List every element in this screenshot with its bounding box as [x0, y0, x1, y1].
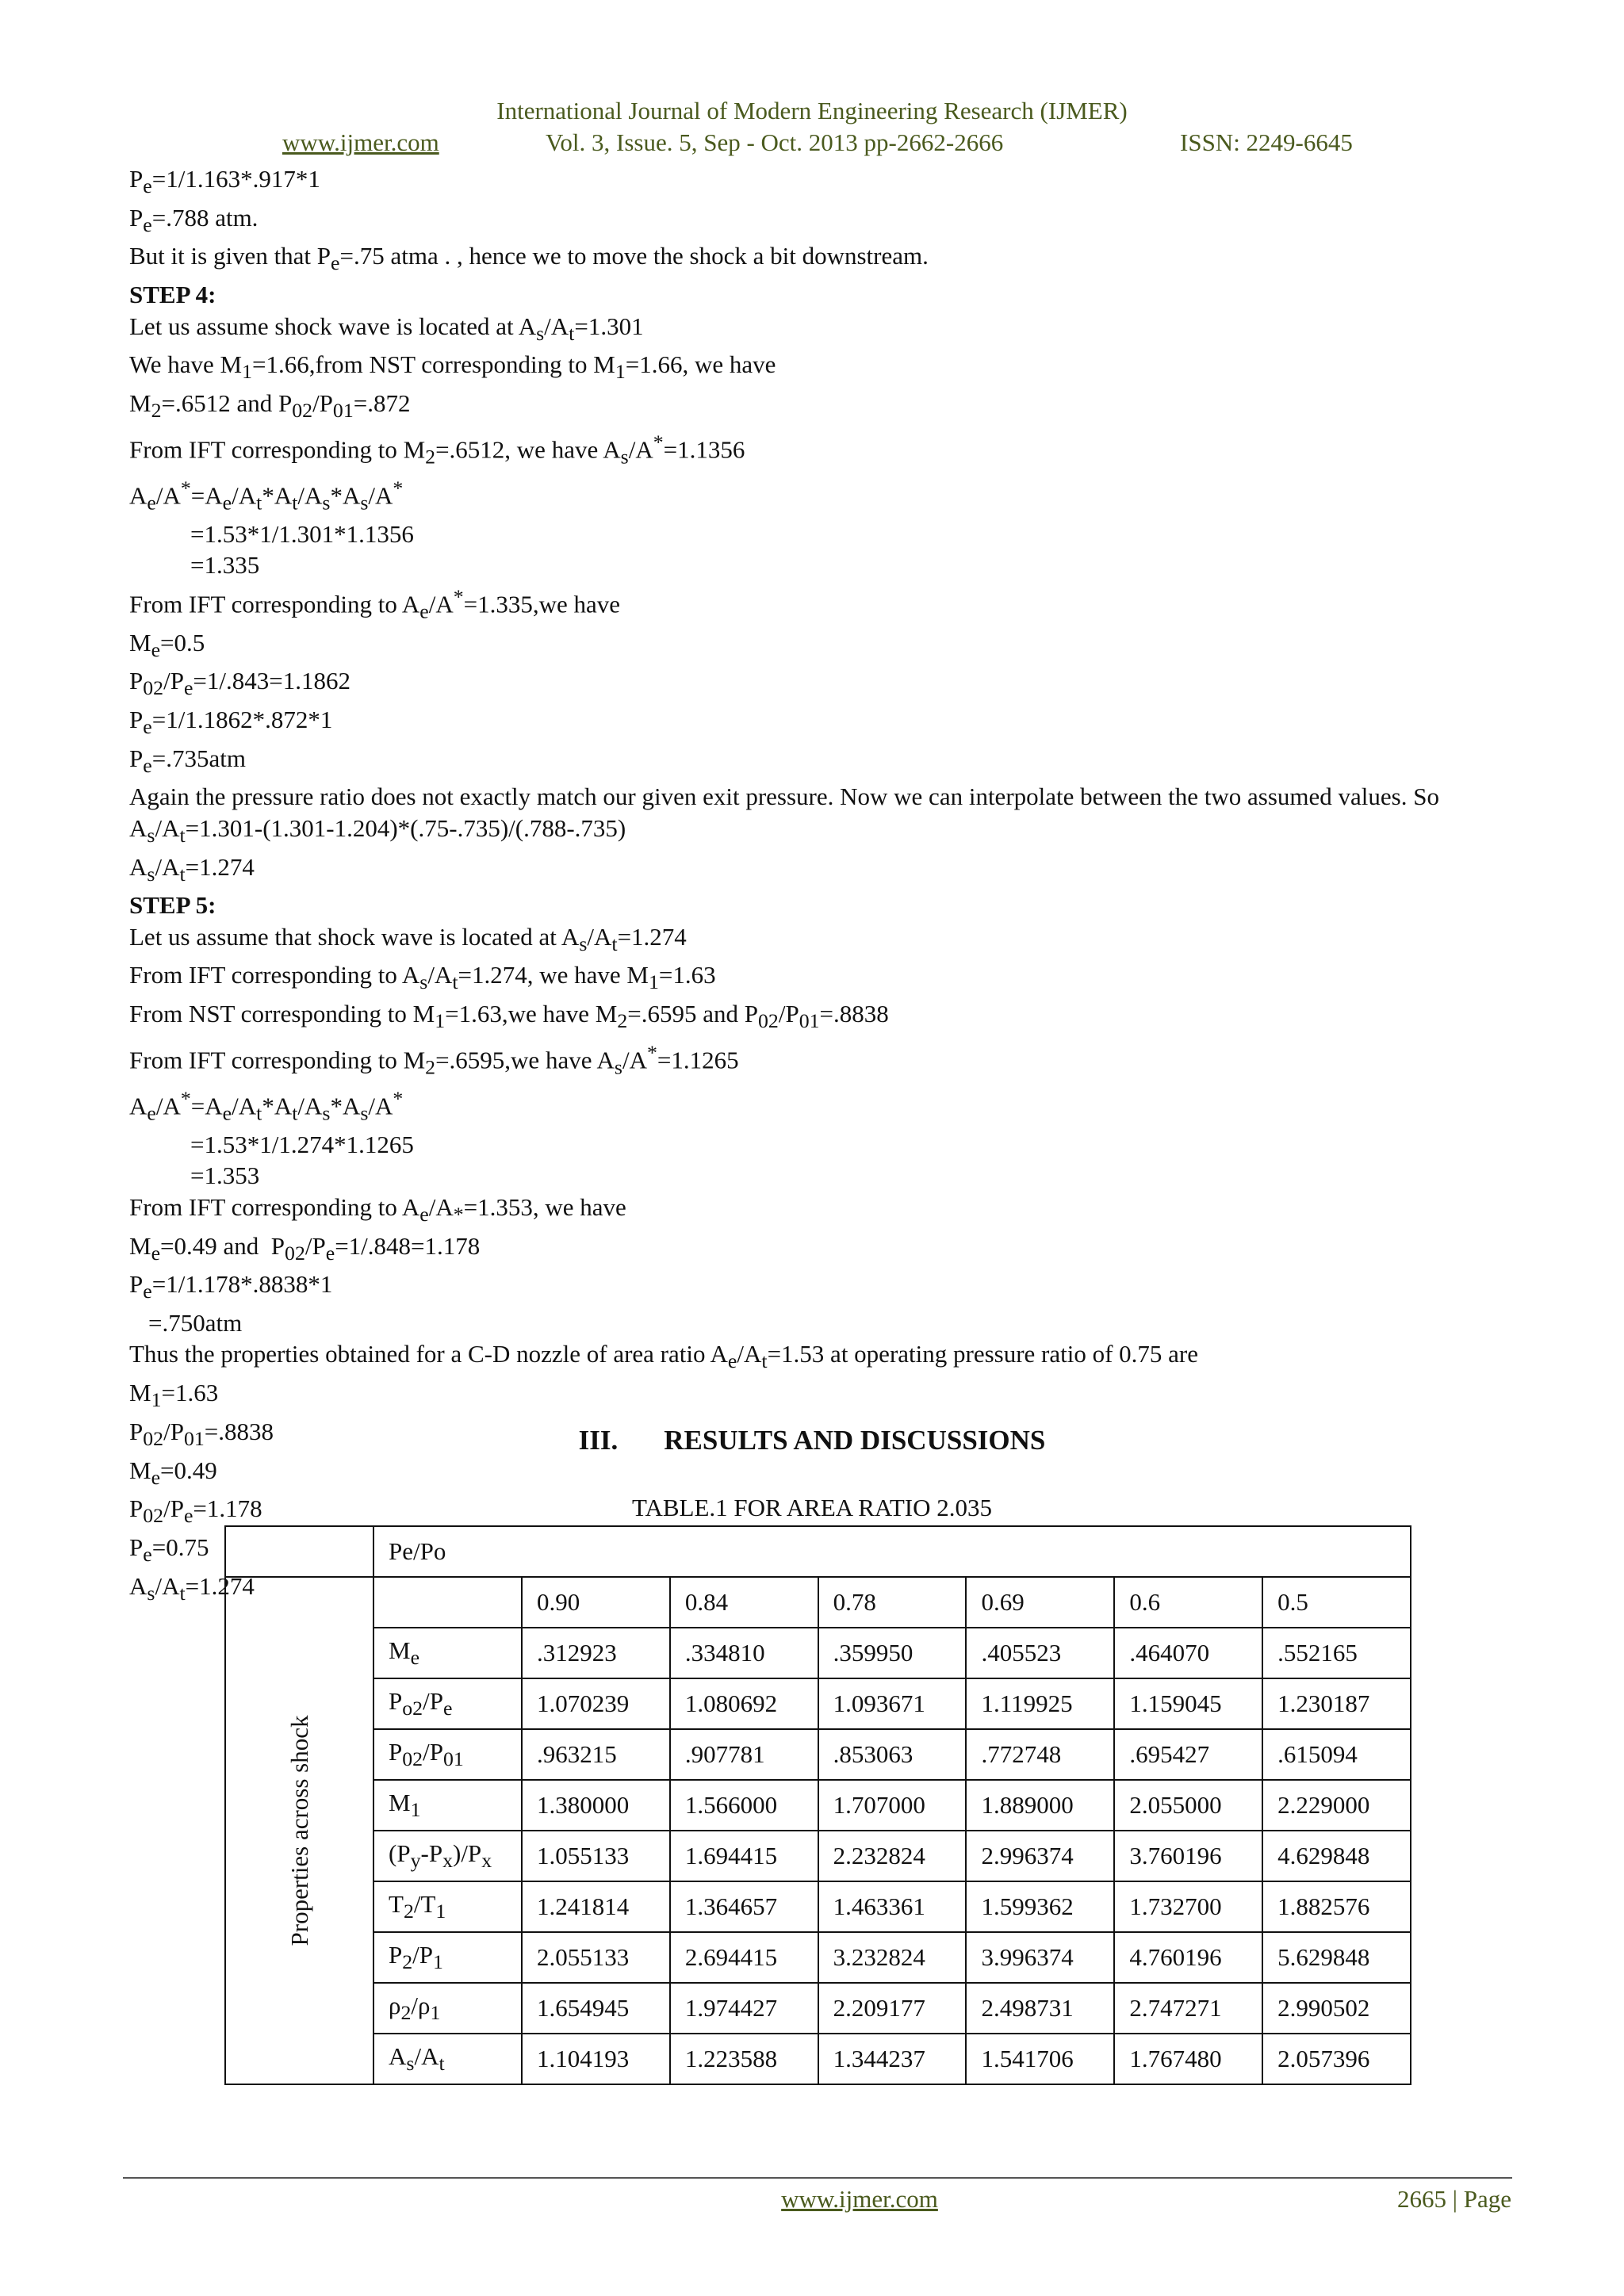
property-label: $P_{o2}/P_e$	[373, 1678, 522, 1729]
table-cell: 1.566000	[670, 1780, 818, 1831]
text-line: =1.335	[190, 551, 260, 580]
text-line: $A_e/A^*=A_e/A_t*A_t/A_s*A_s/A^*$	[129, 1086, 404, 1125]
table-cell: 4.760196	[1114, 1932, 1262, 1983]
results-table	[224, 1525, 1411, 2085]
empty-corner-cell	[225, 1526, 373, 1577]
text-line: =1.353	[190, 1161, 260, 1190]
table-cell: .359950	[818, 1628, 967, 1678]
table-cell: 1.974427	[670, 1983, 818, 2034]
text-line: Let us assume that shock wave is located at $A_s/A_t=1.274$	[129, 922, 687, 955]
text-line: From IFT corresponding to $M_2=.6512$, we have $A_s/A^*=1.1356$	[129, 430, 745, 469]
section-heading	[0, 1425, 1624, 1456]
table-cell: 2.996374	[966, 1831, 1114, 1881]
step-heading: STEP 5:	[129, 891, 216, 920]
table-cell: 1.230187	[1262, 1678, 1411, 1729]
text-line: $P_e=.788$ atm.	[129, 203, 259, 236]
table-cell: .963215	[522, 1729, 670, 1780]
section-number: III.	[578, 1425, 619, 1456]
page-number: 2665 | Page	[1397, 2185, 1511, 2213]
table-cell: 2.055000	[1114, 1780, 1262, 1831]
text-line: =1.53*1/1.301*1.1356	[190, 519, 414, 548]
table-cell: 2.694415	[670, 1932, 818, 1983]
text-line: $A_s/A_t=1.301-(1.301-1.204)*(.75-.735)/(.788-.735)$	[129, 813, 626, 848]
text-line: From IFT corresponding to $M_2=.6595,we$ have $A_s/A^*=1.1265$	[129, 1040, 739, 1079]
table-cell: 3.760196	[1114, 1831, 1262, 1881]
table-cell: 1.694415	[670, 1831, 818, 1881]
pe-po-label: Pe/Po	[373, 1526, 1411, 1577]
table-cell: .907781	[670, 1729, 818, 1780]
table-cell: .334810	[670, 1628, 818, 1678]
table-cell: 2.990502	[1262, 1983, 1411, 2034]
text-line: $M_e=0.5$	[129, 628, 205, 661]
table-cell: 2.055133	[522, 1932, 670, 1983]
table-cell: .464070	[1114, 1628, 1262, 1678]
section-title: RESULTS AND DISCUSSIONS	[664, 1425, 1046, 1456]
table-header-row	[225, 1526, 1411, 1577]
table-cell: 1.070239	[522, 1678, 670, 1729]
table-row	[225, 1780, 1411, 1831]
text-line: $P_e=0.75$	[129, 1533, 209, 1567]
text-line: $P_e=.735atm$	[129, 744, 246, 777]
table-cell: 1.241814	[522, 1881, 670, 1932]
table-cell: 1.654945	[522, 1983, 670, 2034]
text-line: $M_1=1.63$	[129, 1379, 219, 1412]
pressure-ratio-header: 0.84	[670, 1577, 818, 1628]
table-cell: .853063	[818, 1729, 967, 1780]
issn: ISSN: 2249-6645	[1180, 128, 1353, 156]
text-line: Let us assume shock wave is located at $A_s/A_t=1.301$	[129, 312, 644, 345]
side-label: Properties across shock	[285, 1715, 313, 1946]
pressure-ratio-header: 0.5	[1262, 1577, 1411, 1628]
table-row	[225, 1831, 1411, 1881]
table-cell: 3.232824	[818, 1932, 967, 1983]
property-label: $P_{02}/P_{01}$	[373, 1729, 522, 1780]
text-line: $A_e/A^*=A_e/A_t*A_t/A_s*A_s/A^*$	[129, 476, 404, 515]
table-cell: 1.767480	[1114, 2034, 1262, 2084]
footer-rule	[123, 2177, 1512, 2179]
table-cell: 1.364657	[670, 1881, 818, 1932]
volume-info: Vol. 3, Issue. 5, Sep - Oct. 2013 pp-2662-2666	[546, 128, 1004, 156]
table-cell: 1.882576	[1262, 1881, 1411, 1932]
text-line: $P_e=1/1.1862*.872*1$	[129, 706, 333, 739]
table-cell: 1.889000	[966, 1780, 1114, 1831]
text-line: =1.53*1/1.274*1.1265	[190, 1130, 414, 1158]
table-row	[225, 1983, 1411, 2034]
table-cell: .695427	[1114, 1729, 1262, 1780]
text-line: We have $M_1=1.66,from$ NST corresponding to $M_1=1.66$, we have	[129, 350, 776, 384]
pressure-ratio-header: 0.6	[1114, 1577, 1262, 1628]
text-line: $P_e=1/1.178*.8838*1$	[129, 1270, 333, 1303]
step-heading: STEP 4:	[129, 281, 216, 309]
table-caption: TABLE.1 FOR AREA RATIO 2.035	[632, 1494, 992, 1521]
table-cell: 2.209177	[818, 1983, 967, 2034]
text-line: $P_{02}/P_e=1.178$	[129, 1494, 262, 1528]
table-cell: 1.541706	[966, 2034, 1114, 2084]
table-row	[225, 1881, 1411, 1932]
text-line: From IFT corresponding to $A_e/A_*=1.353$, we have	[129, 1192, 626, 1226]
table-row	[225, 1932, 1411, 1983]
table-cell: 1.599362	[966, 1881, 1114, 1932]
table-row	[225, 1729, 1411, 1780]
table-row	[225, 1678, 1411, 1729]
table-cell: 1.380000	[522, 1780, 670, 1831]
property-label: $T_2/T_1$	[373, 1881, 522, 1932]
header-website-link[interactable]: www.ijmer.com	[282, 128, 439, 156]
table-cell: 1.344237	[818, 2034, 967, 2084]
property-label: $M_1$	[373, 1780, 522, 1831]
text-line: $P_e=1/1.163*.917*1$	[129, 165, 320, 198]
body-text	[129, 163, 1507, 1609]
property-label: $(P_y-P_x)/P_x$	[373, 1831, 522, 1881]
text-line: Again the pressure ratio does not exactly match our given exit pressure. Now we can interpolate between the two assumed values. So	[129, 783, 1439, 811]
table-cell: 5.629848	[1262, 1932, 1411, 1983]
table-row	[225, 2034, 1411, 2084]
text-line: $P_{02}/P_e=1/.843=1.1862$	[129, 667, 350, 700]
table-cell: 1.055133	[522, 1831, 670, 1881]
text-line: $A_s/A_t=1.274$	[129, 1571, 255, 1605]
text-line: $A_s/A_t=1.274$	[129, 852, 255, 886]
text-line: $M_2=.6512$ and $P_{02}/P_{01}=.872$	[129, 388, 411, 423]
side-label-cell	[225, 1577, 373, 2084]
text-line: $M_e=0.49$	[129, 1456, 217, 1489]
property-label: $A_s/A_t$	[373, 2034, 522, 2084]
table-cell: 3.996374	[966, 1932, 1114, 1983]
table-cell: .772748	[966, 1729, 1114, 1780]
table-cell: 2.747271	[1114, 1983, 1262, 2034]
table-cell: 4.629848	[1262, 1831, 1411, 1881]
table-cell: .405523	[966, 1628, 1114, 1678]
table-cell: 1.080692	[670, 1678, 818, 1729]
property-label: $P_2/P_1$	[373, 1932, 522, 1983]
text-line: From IFT corresponding to $A_s/A_t=1.274$, we have $M_1=1.63$	[129, 961, 716, 994]
journal-info-line	[0, 128, 1624, 160]
text-line: =.750atm	[148, 1308, 243, 1337]
table-cell: 1.223588	[670, 2034, 818, 2084]
text-line: From NST corresponding to $M_1=1.63,we$ have $M_2=.6595$ and $P_{02}/P_{01}=.8838$	[129, 1000, 889, 1033]
journal-title: International Journal of Modern Engineering Research (IJMER)	[496, 97, 1128, 124]
table-cell: 1.732700	[1114, 1881, 1262, 1932]
table-cell: 2.229000	[1262, 1780, 1411, 1831]
table-cell: 1.707000	[818, 1780, 967, 1831]
table-cell: 2.057396	[1262, 2034, 1411, 2084]
pressure-ratio-row	[225, 1577, 1411, 1628]
pressure-ratio-header: 0.78	[818, 1577, 967, 1628]
property-label: $M_e$	[373, 1628, 522, 1678]
text-line: $P_{02}/P_{01}=.8838$	[129, 1417, 274, 1451]
text-line: From IFT corresponding to $A_e/A^*=1.335,we$ have	[129, 584, 621, 623]
table-cell: 2.498731	[966, 1983, 1114, 2034]
table-cell: .312923	[522, 1628, 670, 1678]
pressure-ratio-header: 0.90	[522, 1577, 670, 1628]
table-cell: 1.104193	[522, 2034, 670, 2084]
table-cell: .615094	[1262, 1729, 1411, 1780]
table-cell: .552165	[1262, 1628, 1411, 1678]
table-row	[225, 1628, 1411, 1678]
table-cell: 1.093671	[818, 1678, 967, 1729]
empty-label-cell	[373, 1577, 522, 1628]
text-line: Thus the properties obtained for a C-D nozzle of area ratio $A_e/A_t=1.53$ at operating pressure ratio of 0.75 are	[129, 1340, 1199, 1373]
text-line: $M_e=0.49$ and $P_{02}/P_e=1/.848=1.178$	[129, 1231, 481, 1265]
table-cell: 1.463361	[818, 1881, 967, 1932]
table-cell: 1.119925	[966, 1678, 1114, 1729]
text-line: But it is given that $P_e=.75$ atma . , hence we to move the shock a bit downstream.	[129, 242, 929, 275]
property-label: $\rho_2/\rho_1$	[373, 1983, 522, 2034]
table-cell: 2.232824	[818, 1831, 967, 1881]
footer-website-link[interactable]: www.ijmer.com	[781, 2185, 938, 2213]
pressure-ratio-header: 0.69	[966, 1577, 1114, 1628]
table-cell: 1.159045	[1114, 1678, 1262, 1729]
